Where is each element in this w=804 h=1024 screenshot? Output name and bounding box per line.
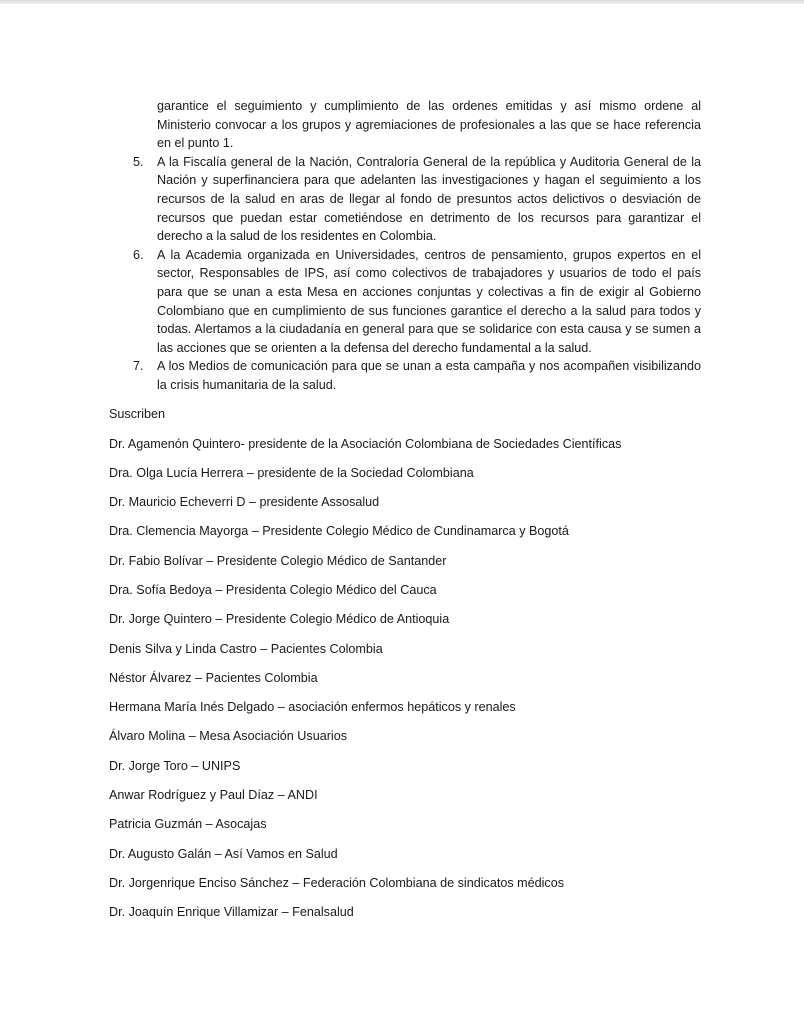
list-item-text: garantice el seguimiento y cumplimiento de las ordenes emitidas y así mismo ordene al Ministerio convocar a los grupos y agremiaciones de profesionales a las que se hace referencia en el punto 1. [157, 99, 701, 151]
list-item-text: A la Fiscalía general de la Nación, Contraloría General de la república y Auditoria General de la Nación y superfinanciera para que adelanten las investigaciones y hagan el seguimiento a los recursos de la salud en aras de llegar al fondo de presuntos actos delictivos o desviación de recursos que puedan estar cometiéndose en detrimento de los recursos para garantizar el derecho a la salud de los residentes en Colombia. [157, 154, 701, 244]
signer-line: Dr. Mauricio Echeverri D – presidente Assosalud [109, 495, 380, 510]
list-item-7 [133, 357, 701, 394]
list-item-continuation [157, 97, 701, 153]
signer-line: Dr. Jorgenrique Enciso Sánchez – Federación Colombiana de sindicatos médicos [109, 875, 565, 890]
signers-section [109, 405, 749, 933]
list-number: 5. [133, 154, 144, 169]
list-item-text: A los Medios de comunicación para que se unan a esta campaña y nos acompañen visibilizando la crisis humanitaria de la salud. [157, 359, 701, 392]
list-number: 6. [133, 247, 144, 262]
signer-line: Hermana María Inés Delgado – asociación enfermos hepáticos y renales [109, 700, 516, 715]
list-item-5 [133, 153, 701, 246]
signer-line: Dr. Augusto Galán – Así Vamos en Salud [109, 846, 338, 861]
signer-line: Dra. Olga Lucía Herrera – presidente de la Sociedad Colombiana [109, 465, 474, 480]
list-number: 7. [133, 359, 144, 374]
signer-line: Dr. Jorge Quintero – Presidente Colegio Médico de Antioquia [109, 612, 450, 627]
numbered-list [133, 97, 701, 395]
signer-line: Anwar Rodríguez y Paul Díaz – ANDI [109, 788, 318, 803]
signer-line: Dr. Fabio Bolívar – Presidente Colegio Médico de Santander [109, 553, 447, 568]
signer-line: Patricia Guzmán – Asocajas [109, 817, 267, 832]
signer-line: Dra. Clemencia Mayorga – Presidente Colegio Médico de Cundinamarca y Bogotá [109, 524, 569, 539]
signer-line: Dr. Joaquín Enrique Villamizar – Fenalsalud [109, 905, 354, 920]
signer-line: Dr. Agamenón Quintero- presidente de la Asociación Colombiana de Sociedades Científicas [109, 436, 622, 451]
signer-line: Denis Silva y Linda Castro – Pacientes Colombia [109, 641, 383, 656]
signer-line: Néstor Álvarez – Pacientes Colombia [109, 670, 318, 685]
list-item-text: A la Academia organizada en Universidades, centros de pensamiento, grupos expertos en el sector, Responsables de IPS, así como colectivos de trabajadores y usuarios de todo el país para que se unan a esta Mesa en acciones conjuntas y colectivas a fin de exigir al Gobierno Colombiano que en cumplimiento de sus funciones garantice el derecho a la salud para todos y todas. Alertamos a la ciudadanía en general para que se solidarice con esta causa y se sumen a las acciones que se orienten a la defensa del derecho fundamental a la salud. [157, 247, 701, 355]
signer-line: Dr. Jorge Toro – UNIPS [109, 758, 241, 773]
signers-heading: Suscriben [109, 407, 166, 421]
list-item-6 [133, 246, 701, 358]
signer-line: Dra. Sofía Bedoya – Presidenta Colegio Médico del Cauca [109, 582, 437, 597]
signer-line: Álvaro Molina – Mesa Asociación Usuarios [109, 729, 347, 744]
